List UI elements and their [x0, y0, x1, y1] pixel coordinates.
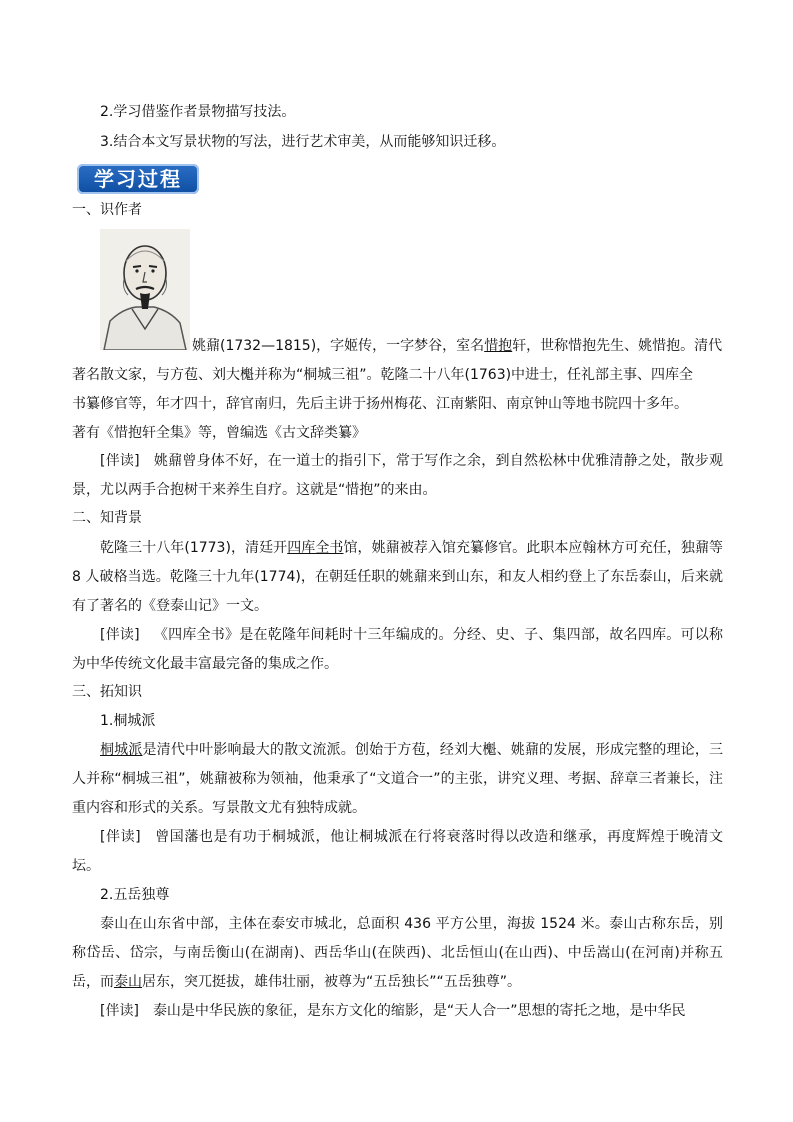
section-badge — [77, 164, 199, 194]
note-label: [伴读] — [100, 1003, 139, 1019]
wuyue-text-part2: 居东，突兀挺拔，雄伟壮丽，被尊为“五岳独长”“五岳独尊”。 — [142, 974, 522, 990]
author-bio-line4: 著有《惜抱轩全集》等，曾编选《古文辞类纂》 — [72, 425, 366, 441]
background-text-part2: 馆，姚鼐被荐入馆充纂修官。此职本应翰林方可充任，独鼐等 8 人破格当选。乾隆三十九年(1774)，在朝廷任职的姚鼐来到山东，和友人相约登上了东岳泰山，后来就有了著名的《登泰山记》一文。 — [72, 540, 724, 614]
objective-item-2: 2.学习借鉴作者景物描写技法。 — [100, 104, 296, 120]
note-label: [伴读] — [100, 829, 141, 845]
background-paragraph — [72, 534, 723, 621]
tongcheng-note — [72, 823, 723, 881]
section-badge-label: 学习过程 — [94, 167, 182, 191]
author-bio-line1 — [192, 337, 722, 355]
knowledge-heading: 三、拓知识 — [72, 684, 142, 700]
background-heading: 二、知背景 — [72, 510, 142, 526]
tongcheng-note-text: 曾国藩也是有功于桐城派，他让桐城派在行将衰落时得以改造和继承，再度辉煌于晚清文坛。 — [72, 829, 723, 874]
background-note-text: 《四库全书》是在乾隆年间耗时十三年编成的。分经、史、子、集四部，故名四库。可以称为中华传统文化最丰富最完备的集成之作。 — [72, 627, 723, 672]
siku-quanshu-link[interactable]: 四库全书 — [287, 540, 344, 556]
note-label: [伴读] — [100, 453, 140, 469]
taishan-link[interactable]: 泰山 — [114, 974, 142, 990]
wuyue-note — [72, 997, 723, 1026]
xibao-link[interactable]: 惜抱 — [484, 338, 513, 354]
author-note — [72, 447, 723, 505]
wuyue-text-part1: 泰山在山东省中部，主体在泰安市城北，总面积 436 平方公里，海拔 1524 米。泰山古称东岳，别称岱岳、岱宗，与南岳衡山(在湖南)、西岳华山(在陕西)、北岳恒山(在山西)、中岳嵩山(在河南)并称五岳，而 — [72, 916, 723, 990]
objective-item-3: 3.结合本文写景状物的写法，进行艺术审美，从而能够知识迁移。 — [100, 134, 506, 150]
tongcheng-paragraph — [72, 736, 723, 823]
wuyue-note-text: 泰山是中华民族的象征，是东方文化的缩影，是“天人合一”思想的寄托之地，是中华民 — [152, 1003, 686, 1019]
author-heading: 一、识作者 — [72, 202, 142, 218]
tongcheng-text: 是清代中叶影响最大的散文流派。创始于方苞，经刘大櫆、姚鼐的发展，形成完整的理论，三人并称“桐城三祖”，姚鼐被称为领袖，他秉承了“文道合一”的主张，讲究义理、考据、辞章三者兼长，注重内容和形式的关系。写景散文尤有独特成就。 — [72, 742, 724, 816]
author-note-text: 姚鼐曾身体不好，在一道士的指引下，常于写作之余，到自然松林中优雅清静之处，散步观景，尤以两手合抱树干来养生自疗。这就是“惜抱”的来由。 — [72, 453, 723, 498]
author-bio-line3: 书纂修官等，年才四十，辞官南归，先后主讲于扬州梅花、江南紫阳、南京钟山等地书院四十多年。 — [72, 396, 688, 412]
author-bio-part1: 姚鼐(1732—1815)，字姬传，一字梦谷，室名 — [192, 338, 485, 354]
background-text-part1: 乾隆三十八年(1773)，清廷开 — [100, 540, 288, 556]
portrait-icon — [100, 229, 190, 350]
wuyue-paragraph — [72, 910, 723, 997]
author-bio-line2: 著名散文家，与方苞、刘大櫆并称为“桐城三祖”。乾隆二十八年(1763)中进士，任礼部主事、四库全 — [72, 367, 694, 383]
tongcheng-subtitle: 1.桐城派 — [100, 713, 156, 729]
tongcheng-link[interactable]: 桐城派 — [100, 742, 143, 758]
author-bio-part2: 轩，世称惜抱先生、姚惜抱。清代 — [512, 338, 723, 354]
note-label: [伴读] — [100, 627, 140, 643]
wuyue-subtitle: 2.五岳独尊 — [100, 887, 170, 903]
background-note — [72, 621, 723, 679]
